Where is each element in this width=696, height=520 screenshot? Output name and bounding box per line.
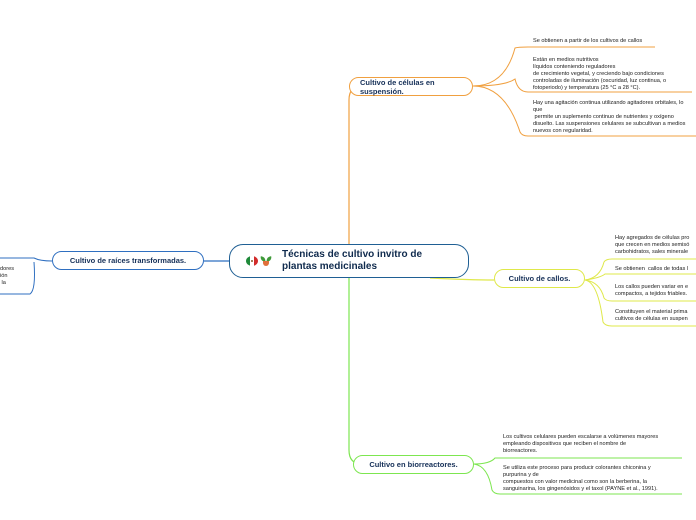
topic-icons bbox=[246, 255, 272, 267]
leaf-callos-4[interactable]: Constituyen el material prima cultivos de células en suspen bbox=[615, 309, 688, 322]
branch-biorreactores-label: Cultivo en biorreactores. bbox=[369, 460, 458, 469]
leaf-callos-3[interactable]: Los callos pueden variar en e compactos, a tejidos friables. bbox=[615, 284, 689, 297]
link-bio-leaf-1 bbox=[474, 458, 682, 464]
leaf-bio-1[interactable]: Los cultivos celulares pueden escalarse a volúmenes mayores empleando dispositivos que reciben el nombre de biorreactores. bbox=[503, 434, 659, 454]
central-topic-title bbox=[282, 249, 422, 273]
branch-callos[interactable] bbox=[494, 269, 585, 288]
central-title-line-2: plantas medicinales bbox=[282, 261, 378, 272]
link-suspension bbox=[349, 86, 362, 244]
branch-suspension-label: Cultivo de células en suspensión. bbox=[360, 77, 435, 96]
sprout-icon bbox=[260, 255, 272, 267]
branch-callos-label: Cultivo de callos. bbox=[508, 274, 571, 283]
branch-suspension[interactable] bbox=[349, 77, 473, 96]
leaf-callos-2[interactable]: Se obtienen callos de todas l bbox=[615, 266, 689, 272]
link-biorreactores bbox=[349, 278, 362, 464]
branch-raices-label: Cultivo de raíces transformadas. bbox=[69, 256, 187, 265]
leaf-suspension-2[interactable]: Están en medios nutritivos líquidos conteniendo reguladores de crecimiento vegetal, y creciendo bajo condiciones controladas de iluminación (oscuridad, luz continua, o fotoperiodo) y temperatura (25 °C a 28 °C). bbox=[533, 57, 667, 91]
leaf-bio-2[interactable]: Se utiliza este proceso para producir colorantes chiconina y purpurina y de compuestos con valor medicinal como son la berberina, la sanguinarina, los gingenósidos y el taxol (PAYNE et al., 1991). bbox=[503, 465, 658, 492]
branch-raices[interactable] bbox=[52, 251, 204, 270]
central-topic[interactable] bbox=[229, 244, 469, 278]
mexico-flag-icon bbox=[246, 256, 258, 266]
link-callos-leaf-2 bbox=[585, 274, 696, 280]
branch-biorreactores[interactable] bbox=[353, 455, 474, 474]
central-title-line-1: Técnicas de cultivo invitro de bbox=[282, 249, 423, 260]
leaf-suspension-3[interactable]: Hay una agitación continua utilizando agitadores orbitales, lo que permite un suplemento continuo de nutrientes y oxígeno disuelto. Las suspensiones celulares se subcultivan a medios nuevos con regularidad. bbox=[533, 100, 686, 134]
leaf-raices-1[interactable]: dores ión la bbox=[0, 266, 14, 286]
leaf-suspension-1[interactable]: Se obtienen a partir de los cultivos de callos bbox=[533, 38, 643, 44]
link-callos bbox=[430, 278, 494, 280]
leaf-callos-1[interactable]: Hay agregados de células pro que crecen en medios semisó carbohidratos, sales minerale bbox=[615, 235, 690, 255]
